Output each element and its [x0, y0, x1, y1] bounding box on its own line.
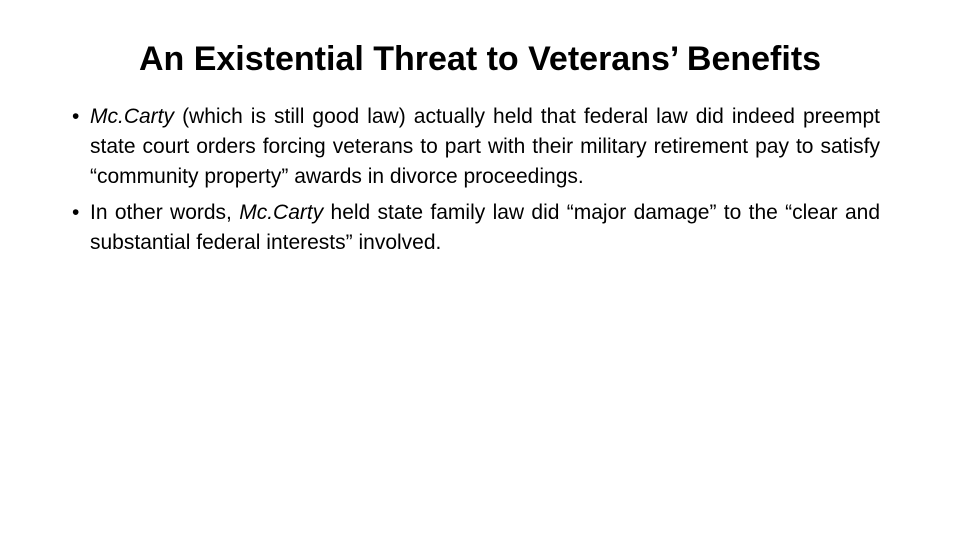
- bullet-text: held state family law did “major damage” to the “clear and substantial federal interests” involved.: [90, 201, 881, 254]
- bullet-item: [72, 102, 880, 192]
- bullet-item: [72, 198, 880, 258]
- bullet-list: [72, 102, 880, 264]
- case-name: Mc.Carty: [239, 201, 324, 224]
- slide-title: An Existential Threat to Veterans’ Benefits: [138, 40, 822, 78]
- bullet-lead-text: In other words,: [90, 201, 240, 224]
- case-name: Mc.Carty: [90, 105, 174, 128]
- bullet-icon: •: [72, 201, 80, 224]
- bullet-text: (which is still good law) actually held that federal law did indeed preempt state court orders forcing veterans to part with their military retirement pay to satisfy “community property” awards in divorce proceedings.: [90, 105, 880, 188]
- bullet-icon: •: [72, 105, 80, 128]
